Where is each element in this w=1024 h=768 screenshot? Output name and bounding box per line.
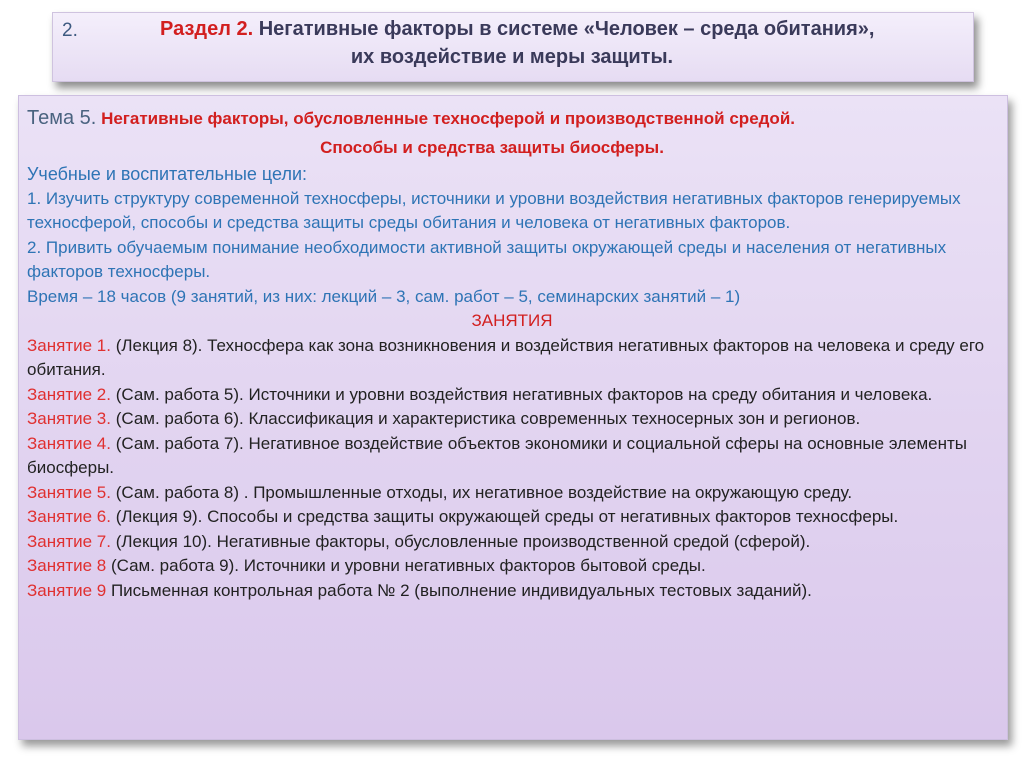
section-label: Раздел 2.: [160, 18, 254, 40]
class-text: (Лекция 9). Способы и средства защиты окружающей среды от негативных факторов техносферы.: [110, 507, 899, 526]
class-item: [27, 481, 997, 506]
topic-content: [27, 103, 997, 603]
class-item: [27, 432, 997, 481]
class-text: Письменная контрольная работа № 2 (выполнение индивидуальных тестовых заданий).: [106, 580, 812, 600]
class-item: [27, 505, 997, 530]
class-text: (Лекция 8). Техносфера как зона возникновения и воздействия негативных факторов на человека и среду его обитания.: [27, 335, 985, 379]
class-label: Занятие 6.: [27, 507, 111, 526]
classes-heading: ЗАНЯТИЯ: [471, 311, 553, 330]
class-text: (Лекция 10). Негативные факторы, обусловленные производственной средой (сферой).: [110, 531, 811, 551]
class-item: [27, 407, 997, 432]
class-text: (Сам. работа 5). Источники и уровни воздействия негативных факторов на среду обитания и человека.: [110, 384, 933, 404]
class-text: (Сам. работа 7). Негативное воздействие объектов экономики и социальной сферы на основные элементы биосферы.: [27, 433, 968, 477]
section-title-line1: [160, 18, 960, 41]
goal-item-1: 1. Изучить структуру современной техносферы, источники и уровни воздействия негативных факторов генерируемых техносферой, способы и средства защиты среды обитания и человека от негативных факторов.: [27, 188, 961, 232]
class-item: [27, 334, 997, 383]
class-item: [27, 530, 997, 555]
class-label: Занятие 4.: [27, 433, 111, 453]
class-text: (Сам. работа 8) . Промышленные отходы, их негативное воздействие на окружающую среду.: [110, 482, 853, 502]
section-title-line2: их воздействие и меры защиты.: [350, 46, 674, 68]
goals-heading: Учебные и воспитательные цели:: [27, 164, 308, 184]
time-line: Время – 18 часов (9 занятий, из них: лекций – 3, сам. работ – 5, семинарских занятий – 1): [27, 286, 741, 306]
class-label: Занятие 5.: [27, 482, 111, 502]
class-label: Занятие 1.: [27, 335, 111, 355]
class-item: [27, 554, 997, 579]
goal-item-2: 2. Привить обучаемым понимание необходимости активной защиты окружающей среды и населения от негативных факторов техносферы.: [27, 237, 947, 281]
topic-title-line1: [27, 103, 997, 134]
class-label: Занятие 3.: [27, 409, 111, 428]
class-label: Занятие 2.: [27, 384, 111, 404]
class-text: (Сам. работа 6). Классификация и характеристика современных техносерных зон и регионов.: [110, 409, 861, 428]
section-number: 2.: [62, 20, 78, 41]
class-item: [27, 579, 997, 604]
class-label: Занятие 9: [27, 580, 107, 600]
class-item: [27, 383, 997, 408]
class-label: Занятие 8: [27, 556, 107, 575]
class-label: Занятие 7.: [27, 531, 111, 551]
class-text: (Сам. работа 9). Источники и уровни негативных факторов бытовой среды.: [106, 556, 706, 575]
topic-title: Негативные факторы, обусловленные техносферой и производственной средой.: [101, 109, 795, 128]
section-title-text: Негативные факторы в системе «Человек – среда обитания»,: [258, 18, 875, 40]
topic-prefix: Тема 5.: [27, 107, 97, 129]
topic-title-line2: Способы и средства защиты биосферы.: [320, 138, 664, 157]
